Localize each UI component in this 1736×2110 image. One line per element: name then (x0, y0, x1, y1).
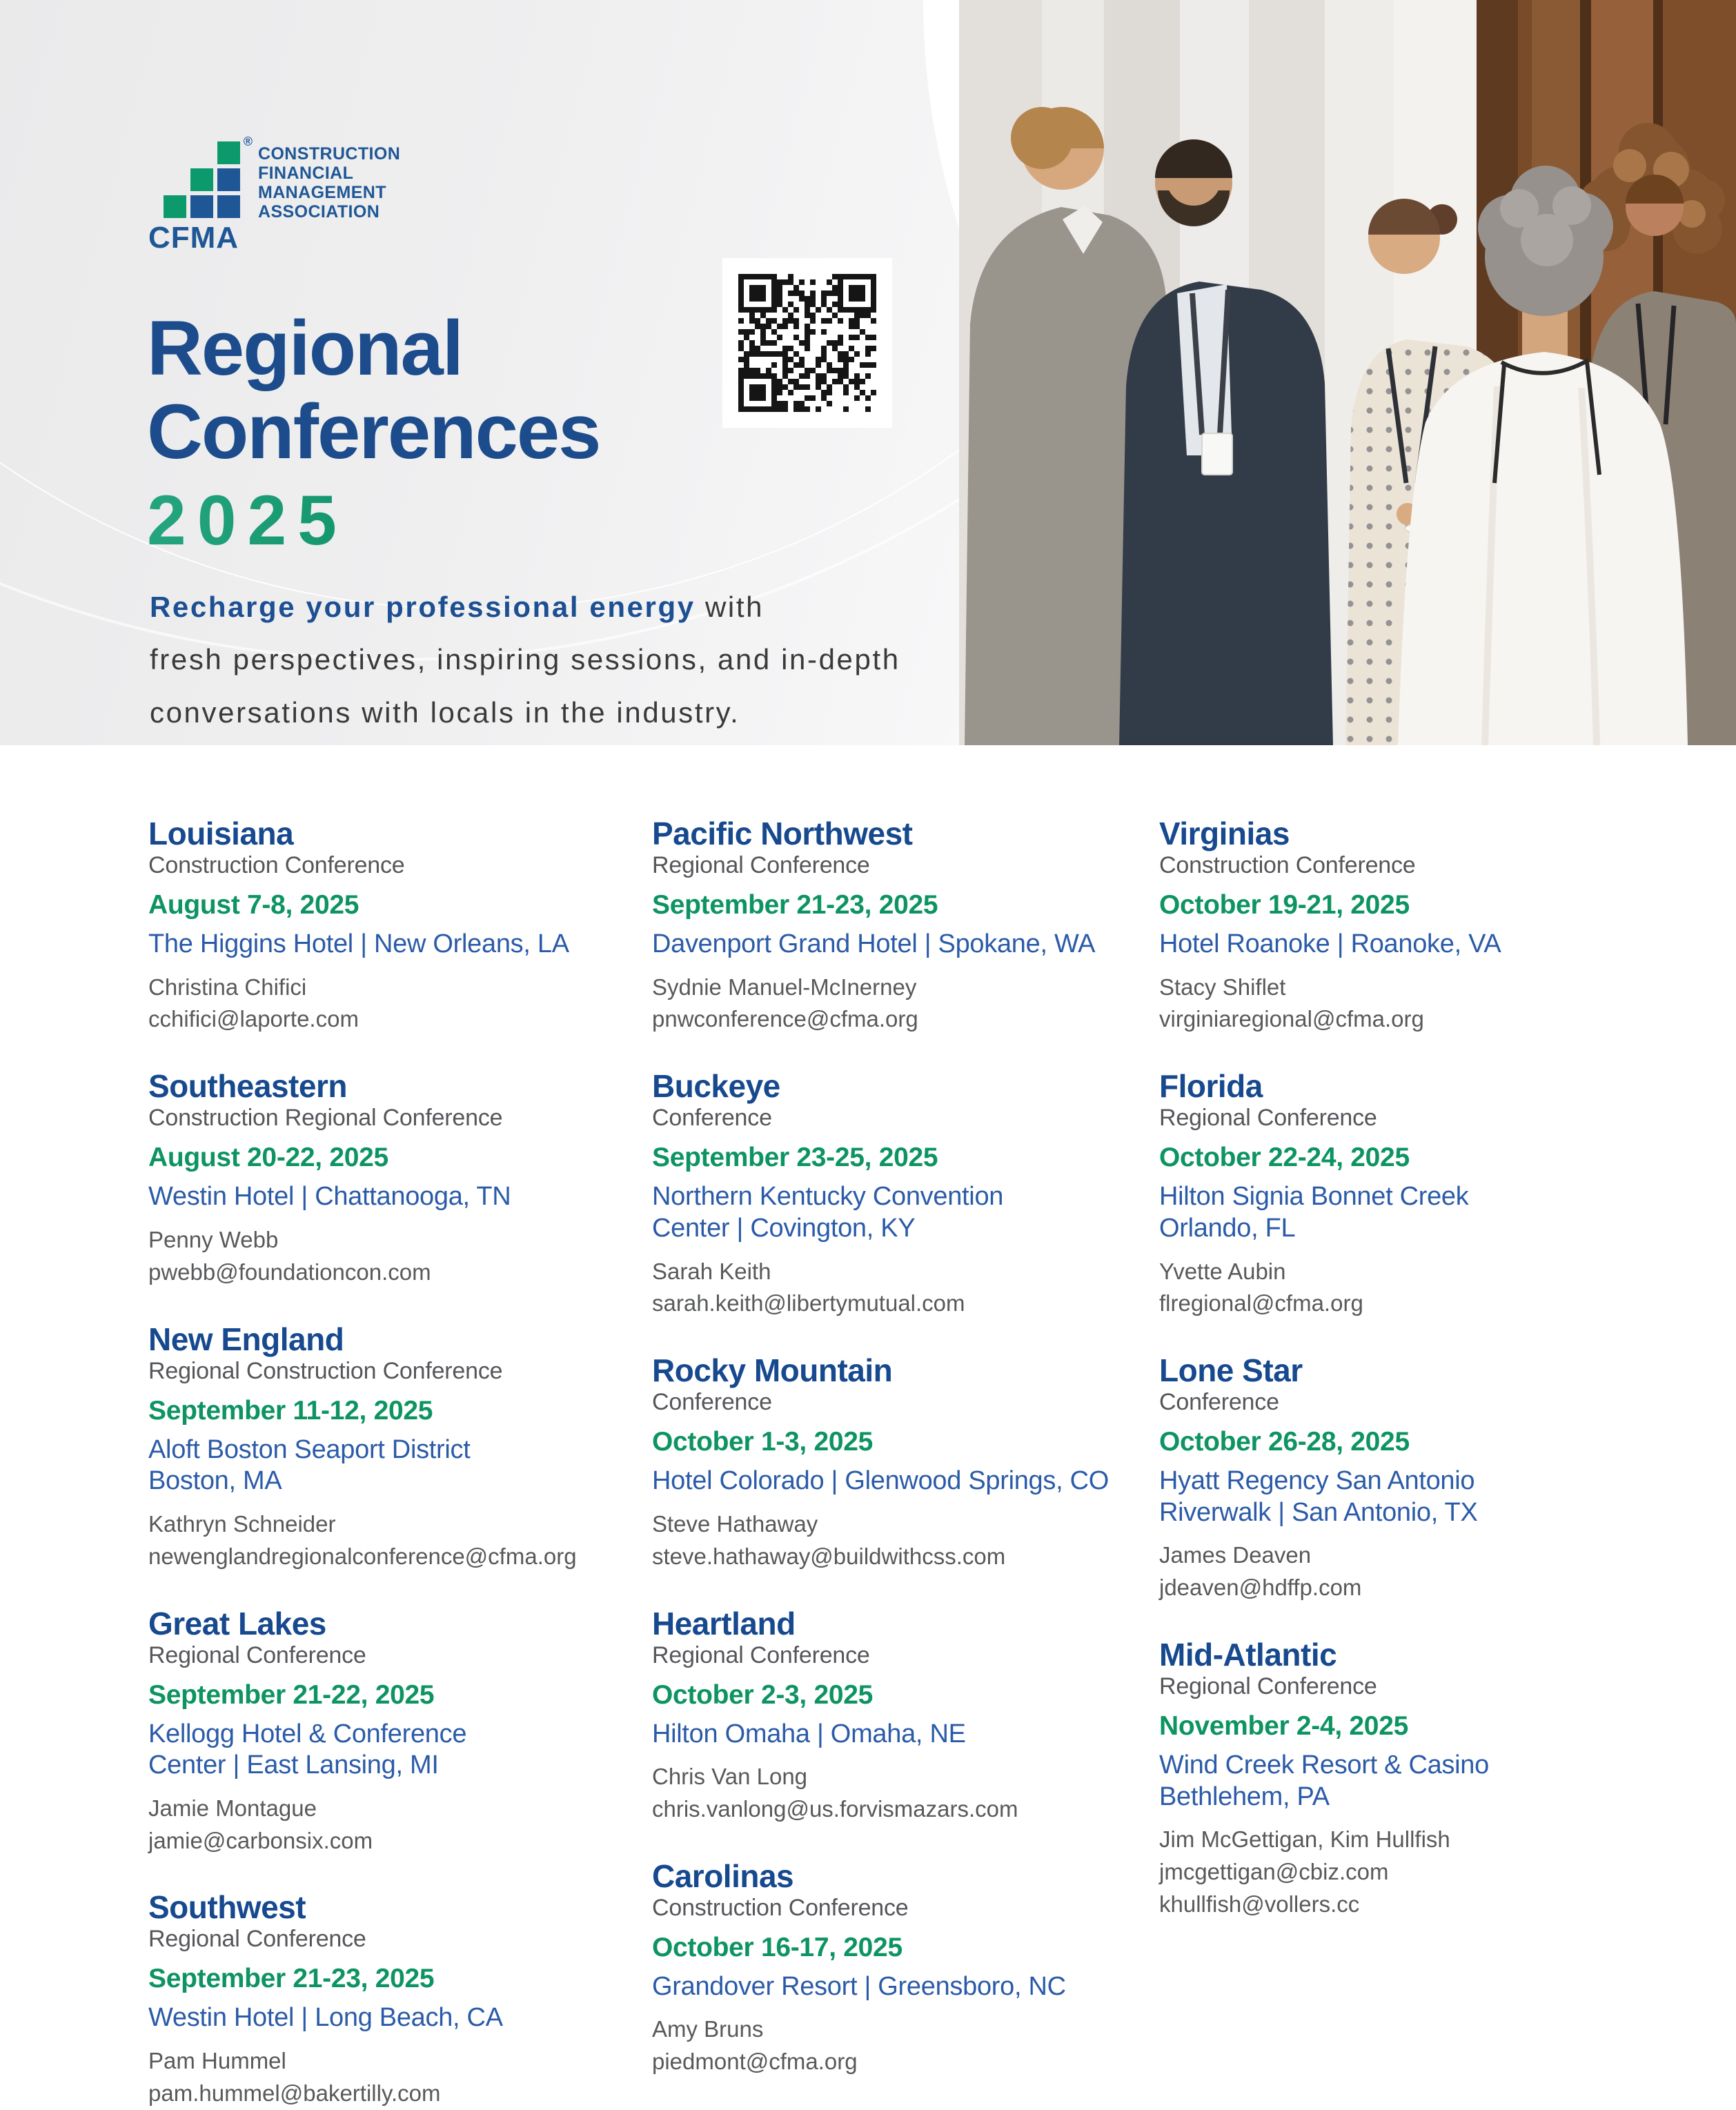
title-line-1: Regional (147, 305, 462, 392)
logo-block (164, 195, 186, 218)
conference-email: jamie@carbonsix.com (148, 1827, 373, 1853)
conference-type: Regional Conference (652, 1641, 870, 1668)
conference-contact-block (652, 1256, 1125, 1321)
conference-date: September 21-23, 2025 (652, 890, 938, 920)
conference-contact: Steve Hathaway (652, 1510, 818, 1537)
conference-card (148, 1070, 618, 1288)
conference-type: Regional Construction Conference (148, 1357, 503, 1384)
hero-section (0, 0, 1736, 745)
conference-venue (148, 1719, 618, 1782)
venue-line: Kellogg Hotel & Conference (148, 1719, 467, 1748)
conference-email: khullfish@vollers.cc (1159, 1891, 1360, 1917)
conference-contact-block (1159, 1824, 1601, 1921)
conference-venue (148, 929, 618, 960)
conference-contact: Amy Bruns (652, 2016, 764, 2042)
conference-contact-block (148, 2045, 618, 2110)
venue-line: Grandover Resort | Greensboro, NC (652, 1971, 1066, 2001)
conference-venue (1159, 1750, 1601, 1813)
logo-org-name (258, 141, 400, 253)
conference-date: August 20-22, 2025 (148, 1143, 388, 1173)
conference-type: Regional Conference (652, 852, 870, 878)
conference-card (148, 818, 618, 1036)
conference-date: October 19-21, 2025 (1159, 890, 1410, 920)
logo-acronym: CFMA (148, 221, 239, 255)
cfma-logo (148, 135, 401, 255)
conference-contact: Sarah Keith (652, 1258, 771, 1284)
logo-block (217, 195, 240, 218)
logo-block (217, 141, 240, 164)
conference-venue (652, 929, 1125, 960)
conference-venue (1159, 1466, 1601, 1528)
conference-contact: Yvette Aubin (1159, 1258, 1286, 1284)
conference-columns (148, 818, 1601, 2110)
conference-type: Regional Conference (1159, 1673, 1377, 1700)
conference-region: Virginias (1159, 816, 1290, 851)
conference-type: Conference (652, 1389, 772, 1416)
conference-date: September 23-25, 2025 (652, 1143, 938, 1173)
conference-email: pwebb@foundationcon.com (148, 1259, 431, 1285)
conference-contact: Kathryn Schneider (148, 1510, 336, 1537)
conference-card (148, 1891, 618, 2109)
conference-contact-block (1159, 972, 1601, 1036)
venue-line: Hotel Colorado | Glenwood Springs, CO (652, 1466, 1109, 1496)
title-year: 2025 (147, 482, 600, 558)
registered-trademark: ® (243, 135, 253, 148)
conference-card (148, 1323, 618, 1573)
logo-org-line: CONSTRUCTION (258, 144, 401, 164)
conference-email: pam.hummel@bakertilly.com (148, 2080, 441, 2106)
conference-date: September 21-23, 2025 (148, 1964, 435, 1994)
conference-type: Construction Conference (148, 852, 405, 878)
conference-venue (148, 2002, 618, 2034)
conference-email: virginiaregional@cfma.org (1159, 1006, 1424, 1032)
tagline (150, 581, 900, 739)
networking-photo-illustration (959, 0, 1736, 745)
logo-org-line: FINANCIAL (258, 164, 354, 183)
conference-email: jdeaven@hdffp.com (1159, 1575, 1362, 1601)
conference-type: Construction Conference (1159, 852, 1416, 878)
conference-card (652, 1605, 1125, 1826)
venue-line: Center | Covington, KY (652, 1213, 916, 1243)
conference-email: sarah.keith@libertymutual.com (652, 1290, 965, 1317)
logo-block (190, 195, 213, 218)
conference-card (652, 1070, 1125, 1320)
conference-contact-block (1159, 1539, 1601, 1604)
conference-email: piedmont@cfma.org (652, 2049, 858, 2075)
networking-photo (959, 0, 1736, 745)
conference-contact-block (1159, 1256, 1601, 1321)
conference-type: Regional Conference (1159, 1105, 1377, 1132)
venue-line: Boston, MA (148, 1466, 282, 1496)
venue-line: Riverwalk | San Antonio, TX (1159, 1497, 1478, 1527)
conference-date: September 21-22, 2025 (148, 1679, 435, 1710)
venue-line: Hyatt Regency San Antonio (1159, 1466, 1475, 1496)
conference-type: Construction Regional Conference (148, 1105, 503, 1132)
conference-date: October 16-17, 2025 (652, 1932, 902, 1962)
conference-contact-block (652, 1761, 1125, 1826)
conference-type: Conference (1159, 1389, 1279, 1416)
conference-type: Conference (652, 1105, 772, 1132)
conference-date: October 22-24, 2025 (1159, 1143, 1410, 1173)
conference-region: Florida (1159, 1068, 1263, 1105)
conference-date: August 7-8, 2025 (148, 890, 359, 920)
conference-card (1159, 1070, 1601, 1320)
conference-contact: Pam Hummel (148, 2048, 286, 2074)
conference-venue (652, 1181, 1125, 1244)
conference-venue (652, 1719, 1125, 1751)
tagline-line: fresh perspectives, inspiring sessions, and in-depth (150, 643, 900, 676)
venue-line: Davenport Grand Hotel | Spokane, WA (652, 929, 1096, 958)
conference-venue (1159, 1181, 1601, 1244)
conference-column (652, 818, 1125, 2078)
conference-card (652, 818, 1125, 1036)
conference-region: Great Lakes (148, 1605, 326, 1641)
logo-block (217, 168, 240, 191)
qr-code (722, 258, 892, 428)
conference-email: flregional@cfma.org (1159, 1290, 1363, 1317)
conference-type: Regional Conference (148, 1641, 366, 1668)
conference-contact: Sydnie Manuel-McInerney (652, 974, 917, 1000)
venue-line: Hilton Signia Bonnet Creek (1159, 1182, 1469, 1212)
conference-contact-block (652, 2013, 1125, 2078)
conference-contact: Penny Webb (148, 1226, 279, 1252)
logo-org-line: ASSOCIATION (258, 202, 380, 221)
conference-date: October 26-28, 2025 (1159, 1427, 1410, 1457)
conference-contact-block (148, 1793, 618, 1857)
conference-region: Mid-Atlantic (1159, 1637, 1337, 1673)
conference-email: cchifici@laporte.com (148, 1006, 359, 1032)
conference-contact: James Deaven (1159, 1542, 1312, 1568)
venue-line: Westin Hotel | Long Beach, CA (148, 2003, 503, 2033)
conference-card (652, 1857, 1125, 2078)
conference-region: New England (148, 1321, 344, 1357)
conference-card (1159, 1639, 1601, 1921)
title-line-2: Conferences (147, 388, 600, 475)
conference-region: Pacific Northwest (652, 816, 913, 851)
conference-contact-block (148, 972, 618, 1036)
conference-region: Southeastern (148, 1068, 347, 1105)
venue-line: Hilton Omaha | Omaha, NE (652, 1719, 966, 1748)
tagline-rest: with (695, 591, 765, 623)
conference-card (148, 1605, 618, 1857)
conference-email: newenglandregionalconference@cfma.org (148, 1543, 577, 1569)
conference-email: chris.vanlong@us.forvismazars.com (652, 1795, 1018, 1822)
conference-venue (148, 1181, 618, 1213)
conference-contact: Stacy Shiflet (1159, 974, 1286, 1000)
conference-region: Carolinas (652, 1857, 794, 1894)
conference-email: jmcgettigan@cbiz.com (1159, 1859, 1389, 1885)
conference-column (148, 818, 618, 2110)
conference-contact: Chris Van Long (652, 1764, 808, 1790)
conference-region: Buckeye (652, 1068, 780, 1105)
conference-email: steve.hathaway@buildwithcss.com (652, 1543, 1006, 1569)
logo-org-line: MANAGEMENT (258, 183, 386, 202)
venue-line: Northern Kentucky Convention (652, 1182, 1004, 1212)
conference-contact: Jim McGettigan, Kim Hullfish (1159, 1826, 1450, 1853)
conference-region: Louisiana (148, 816, 294, 851)
conference-venue (652, 1971, 1125, 2003)
conference-region: Lone Star (1159, 1352, 1303, 1389)
conference-type: Regional Conference (148, 1926, 366, 1953)
conference-contact: Christina Chifici (148, 974, 307, 1000)
venue-line: Westin Hotel | Chattanooga, TN (148, 1182, 511, 1212)
venue-line: Hotel Roanoke | Roanoke, VA (1159, 929, 1501, 958)
conference-date: October 2-3, 2025 (652, 1679, 874, 1710)
tagline-highlight: Recharge your professional energy (150, 591, 696, 623)
page-title (147, 307, 600, 558)
conference-card (1159, 1354, 1601, 1604)
conference-venue (148, 1434, 618, 1497)
venue-line: The Higgins Hotel | New Orleans, LA (148, 929, 569, 958)
conference-date: September 11-12, 2025 (148, 1395, 433, 1426)
conference-region: Southwest (148, 1889, 306, 1926)
qr-code-svg (738, 274, 876, 412)
conference-region: Rocky Mountain (652, 1352, 893, 1389)
conference-contact-block (652, 1508, 1125, 1573)
venue-line: Orlando, FL (1159, 1213, 1296, 1243)
venue-line: Center | East Lansing, MI (148, 1751, 439, 1780)
conference-column (1159, 818, 1601, 1921)
conference-card (652, 1354, 1125, 1572)
conference-venue (1159, 929, 1601, 960)
venue-line: Wind Creek Resort & Casino (1159, 1751, 1489, 1780)
conference-type: Construction Conference (652, 1894, 909, 1921)
venue-line: Bethlehem, PA (1159, 1782, 1330, 1811)
conference-contact-block (652, 972, 1125, 1036)
venue-line: Aloft Boston Seaport District (148, 1434, 471, 1464)
conference-date: October 1-3, 2025 (652, 1427, 874, 1457)
logo-blocks-icon (164, 135, 253, 218)
tagline-line: conversations with locals in the industry. (150, 696, 740, 729)
conference-card (1159, 818, 1601, 1036)
conference-region: Heartland (652, 1605, 796, 1641)
conference-contact-block (148, 1508, 618, 1573)
conference-email: pnwconference@cfma.org (652, 1006, 918, 1032)
conference-contact-block (148, 1224, 618, 1289)
conference-date: November 2-4, 2025 (1159, 1711, 1408, 1742)
conference-venue (652, 1466, 1125, 1497)
logo-block (190, 168, 213, 191)
conference-contact: Jamie Montague (148, 1795, 317, 1821)
